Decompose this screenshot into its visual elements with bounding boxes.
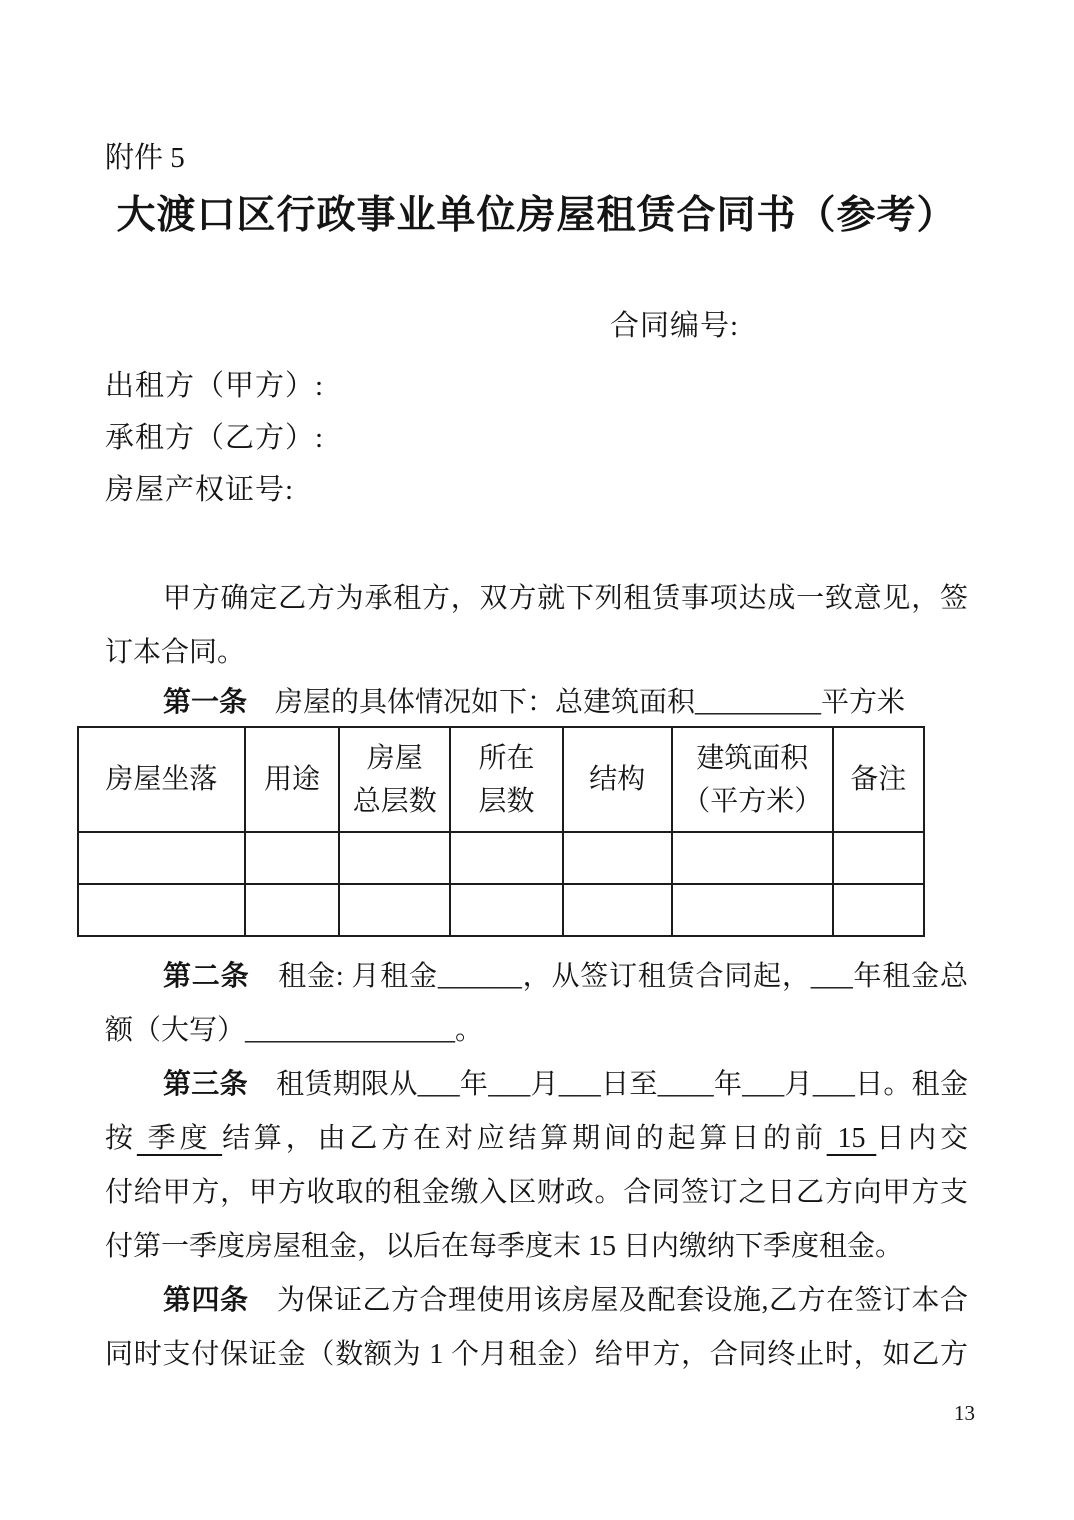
header-text: 结构	[589, 764, 646, 795]
table-cell	[78, 832, 245, 884]
text-segment: 订本合同。	[105, 637, 246, 668]
text-line	[105, 1166, 968, 1220]
header-text: 所在	[478, 742, 535, 774]
text-line	[105, 950, 968, 1004]
party-line: 承租方（乙方）:	[105, 422, 325, 454]
clause-label: 第四条	[163, 1285, 249, 1316]
text-segment: 付第一季度房屋租金，以后在每季度末 15 日内缴纳下季度租金。	[105, 1231, 904, 1262]
table-header-cell	[833, 727, 924, 832]
table-header-cell	[339, 727, 450, 832]
text-segment: 租金: 月租金______，从签订租赁合同起，___年租金总	[249, 961, 968, 992]
table-header-cell	[78, 727, 245, 832]
text-line	[105, 1004, 968, 1058]
clause-label: 第二条	[163, 961, 250, 992]
table-cell	[450, 832, 563, 884]
document-content	[105, 0, 968, 1382]
table-row	[78, 884, 924, 936]
table-cell	[833, 884, 924, 936]
text-line	[105, 1220, 968, 1274]
page-number: 13	[954, 1401, 975, 1425]
header-text: 备注	[850, 764, 907, 795]
document-title: 大渡口区行政事业单位房屋租赁合同书（参考）	[116, 194, 957, 237]
table-cell	[833, 832, 924, 884]
attachment-label: 附件 5	[105, 142, 185, 174]
table-row	[78, 832, 924, 884]
table-cell	[339, 832, 450, 884]
table-cell	[450, 884, 563, 936]
text-line	[105, 1274, 968, 1328]
text-segment: 房屋的具体情况如下：总建筑面积_________平方米	[247, 687, 906, 718]
table-cell	[245, 884, 340, 936]
party-line: 出租方（甲方）:	[105, 370, 325, 402]
clause-3-paragraph	[105, 1058, 968, 1274]
text-line	[105, 1112, 968, 1166]
filled-blank: 15	[826, 1123, 877, 1154]
header-text: 总层数	[352, 785, 437, 817]
text-line	[105, 1058, 968, 1112]
text-line	[105, 1328, 968, 1382]
party-line: 房屋产权证号:	[105, 474, 295, 506]
header-text: 层数	[478, 785, 535, 817]
table-header-row	[78, 727, 924, 832]
text-segment: 按	[105, 1123, 137, 1154]
party-lines	[105, 360, 968, 516]
table-cell	[672, 884, 833, 936]
header-text: 用途	[264, 764, 321, 795]
text-segment: 租赁期限从___年___月___日至____年___月___日。租金	[247, 1069, 968, 1100]
text-segment: 为保证乙方合理使用该房屋及配套设施,乙方在签订本合	[248, 1285, 968, 1316]
text-segment: 付给甲方，甲方收取的租金缴入区财政。合同签订之日乙方向甲方支	[105, 1177, 968, 1208]
table-cell	[78, 884, 245, 936]
table-cell	[339, 884, 450, 936]
clause-1-paragraph	[105, 680, 968, 726]
filled-blank: 季度	[136, 1123, 223, 1154]
table-header-cell	[672, 727, 833, 832]
table-cell	[672, 832, 833, 884]
header-text: 建筑面积	[696, 742, 809, 774]
contract-number-label: 合同编号:	[610, 310, 740, 342]
clause-2-paragraph	[105, 950, 968, 1058]
header-text: （平方米）	[682, 785, 823, 817]
table-header-cell	[563, 727, 672, 832]
table-header-cell	[450, 727, 563, 832]
intro-paragraph	[105, 572, 968, 680]
text-line	[105, 680, 968, 726]
table-cell	[563, 832, 672, 884]
text-segment: 结算，由乙方在对应结算期间的起算日的前	[222, 1123, 827, 1154]
clause-label: 第三条	[163, 1069, 248, 1100]
table-header-cell	[245, 727, 340, 832]
text-line	[105, 626, 968, 680]
text-segment: 额（大写）_______________。	[105, 1015, 484, 1046]
table-cell	[563, 884, 672, 936]
clause-4-paragraph	[105, 1274, 968, 1382]
header-text: 房屋	[366, 742, 423, 774]
clause-label: 第一条	[163, 687, 248, 718]
table-cell	[245, 832, 340, 884]
text-segment: 甲方确定乙方为承租方，双方就下列租赁事项达成一致意见，签	[163, 583, 968, 614]
text-segment: 同时支付保证金（数额为 1 个月租金）给甲方，合同终止时，如乙方	[105, 1339, 968, 1370]
header-text: 房屋坐落	[105, 764, 218, 795]
text-segment: 日内交	[876, 1123, 968, 1154]
house-info-table	[77, 726, 925, 937]
text-line	[105, 572, 968, 626]
